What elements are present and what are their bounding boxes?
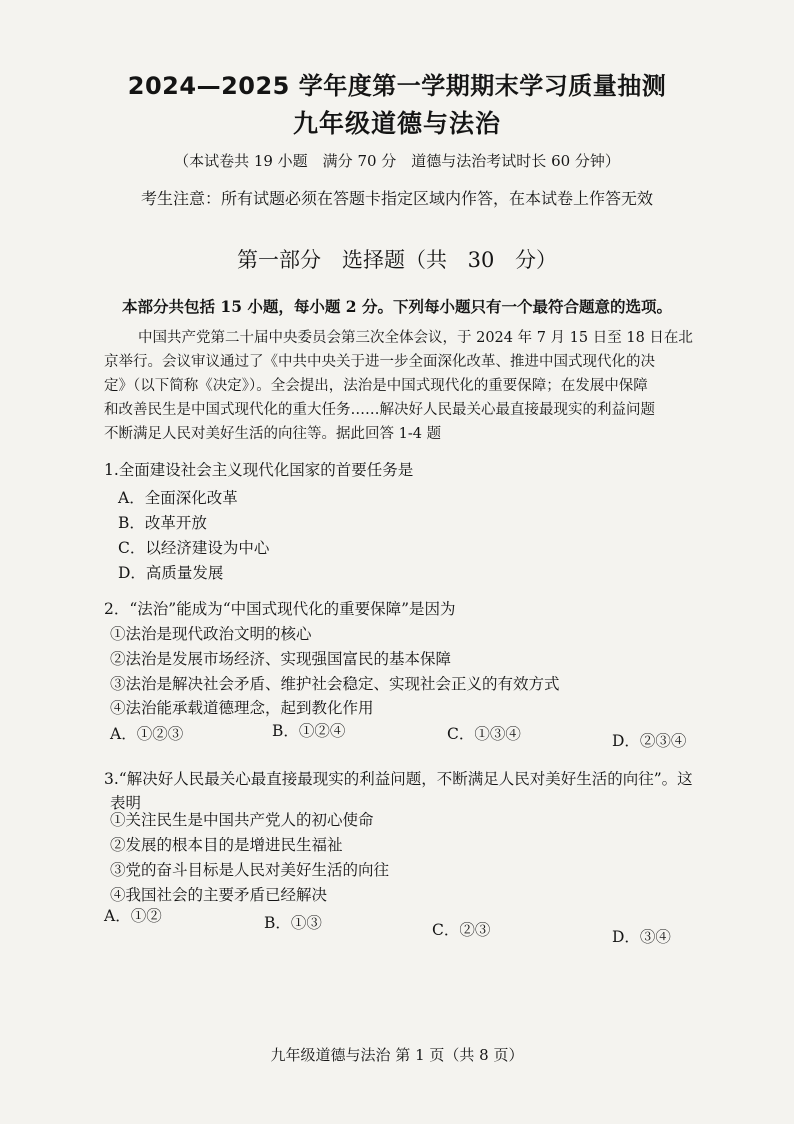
passage-line: 不断满足人民对美好生活的向往等。据此回答 1-4 题 (104, 426, 442, 442)
question-3-stem: 3.“解决好人民最关心最直接最现实的利益问题，不断满足人民对美好生活的向往”。这 (104, 770, 693, 788)
page-footer: 九年级道德与法治 第 1 页（共 8 页） (270, 1046, 524, 1064)
question-2-statement-3: ③法治是解决社会矛盾、维护社会稳定、实现社会正义的有效方式 (110, 675, 560, 693)
question-3-option-c: C．②③ (432, 921, 491, 939)
question-3-statement-4: ④我国社会的主要矛盾已经解决 (110, 886, 328, 904)
question-2-statement-4: ④法治能承载道德理念，起到教化作用 (110, 699, 374, 717)
question-3-option-b: B．①③ (264, 914, 322, 932)
passage-line: 中国共产党第二十届中央委员会第三次全体会议，于 2024 年 7 月 15 日至 18 日在北 (138, 330, 693, 346)
question-3-stem-continued: 表明 (110, 794, 142, 812)
exam-meta: （本试卷共 19 小题 满分 70 分 道德与法治考试时长 60 分钟） (174, 152, 620, 170)
question-2-option-b: B．①②④ (272, 722, 346, 740)
question-3-statement-1: ①关注民生是中国共产党人的初心使命 (110, 811, 374, 829)
passage-line: 京举行。会议审议通过了《中共中央关于进一步全面深化改革、推进中国式现代化的决 (104, 354, 655, 370)
passage-line: 定》（以下简称《决定》）。全会提出，法治是中国式现代化的重要保障；在发展中保障 (104, 378, 648, 394)
question-1-option-c: C．以经济建设为中心 (118, 539, 270, 557)
section-instruction: 本部分共包括 15 小题，每小题 2 分。下列每小题只有一个最符合题意的选项。 (122, 297, 672, 316)
question-3-option-d: D．③④ (612, 928, 671, 946)
question-3-statement-2: ②发展的根本目的是增进民生福祉 (110, 836, 343, 854)
question-3-option-a: A．①② (104, 907, 162, 925)
question-2-statement-2: ②法治是发展市场经济、实现强国富民的基本保障 (110, 650, 452, 668)
question-3-statement-3: ③党的奋斗目标是人民对美好生活的向往 (110, 861, 390, 879)
question-2-option-a: A．①②③ (110, 725, 184, 743)
section-title: 第一部分 选择题（共 30 分） (236, 248, 558, 272)
question-1-stem: 1.全面建设社会主义现代化国家的首要任务是 (104, 461, 414, 479)
exam-notice: 考生注意：所有试题必须在答题卡指定区域内作答，在本试卷上作答无效 (140, 189, 653, 208)
exam-title: 2024—2025 学年度第一学期期末学习质量抽测 (127, 72, 667, 100)
question-1-option-b: B．改革开放 (118, 514, 207, 532)
question-2-stem: 2．“法治”能成为“中国式现代化的重要保障”是因为 (104, 600, 456, 618)
question-1-option-a: A．全面深化改革 (118, 489, 238, 507)
question-2-option-c: C．①③④ (447, 725, 521, 743)
question-1-option-d: D．高质量发展 (118, 564, 224, 582)
exam-subject: 九年级道德与法治 (292, 109, 501, 138)
passage-line: 和改善民生是中国式现代化的重大任务……解决好人民最关心最直接最现实的利益问题 (104, 402, 655, 418)
passage (104, 326, 754, 446)
question-2-option-d: D．②③④ (612, 732, 687, 750)
question-2-statement-1: ①法治是现代政治文明的核心 (110, 625, 312, 643)
